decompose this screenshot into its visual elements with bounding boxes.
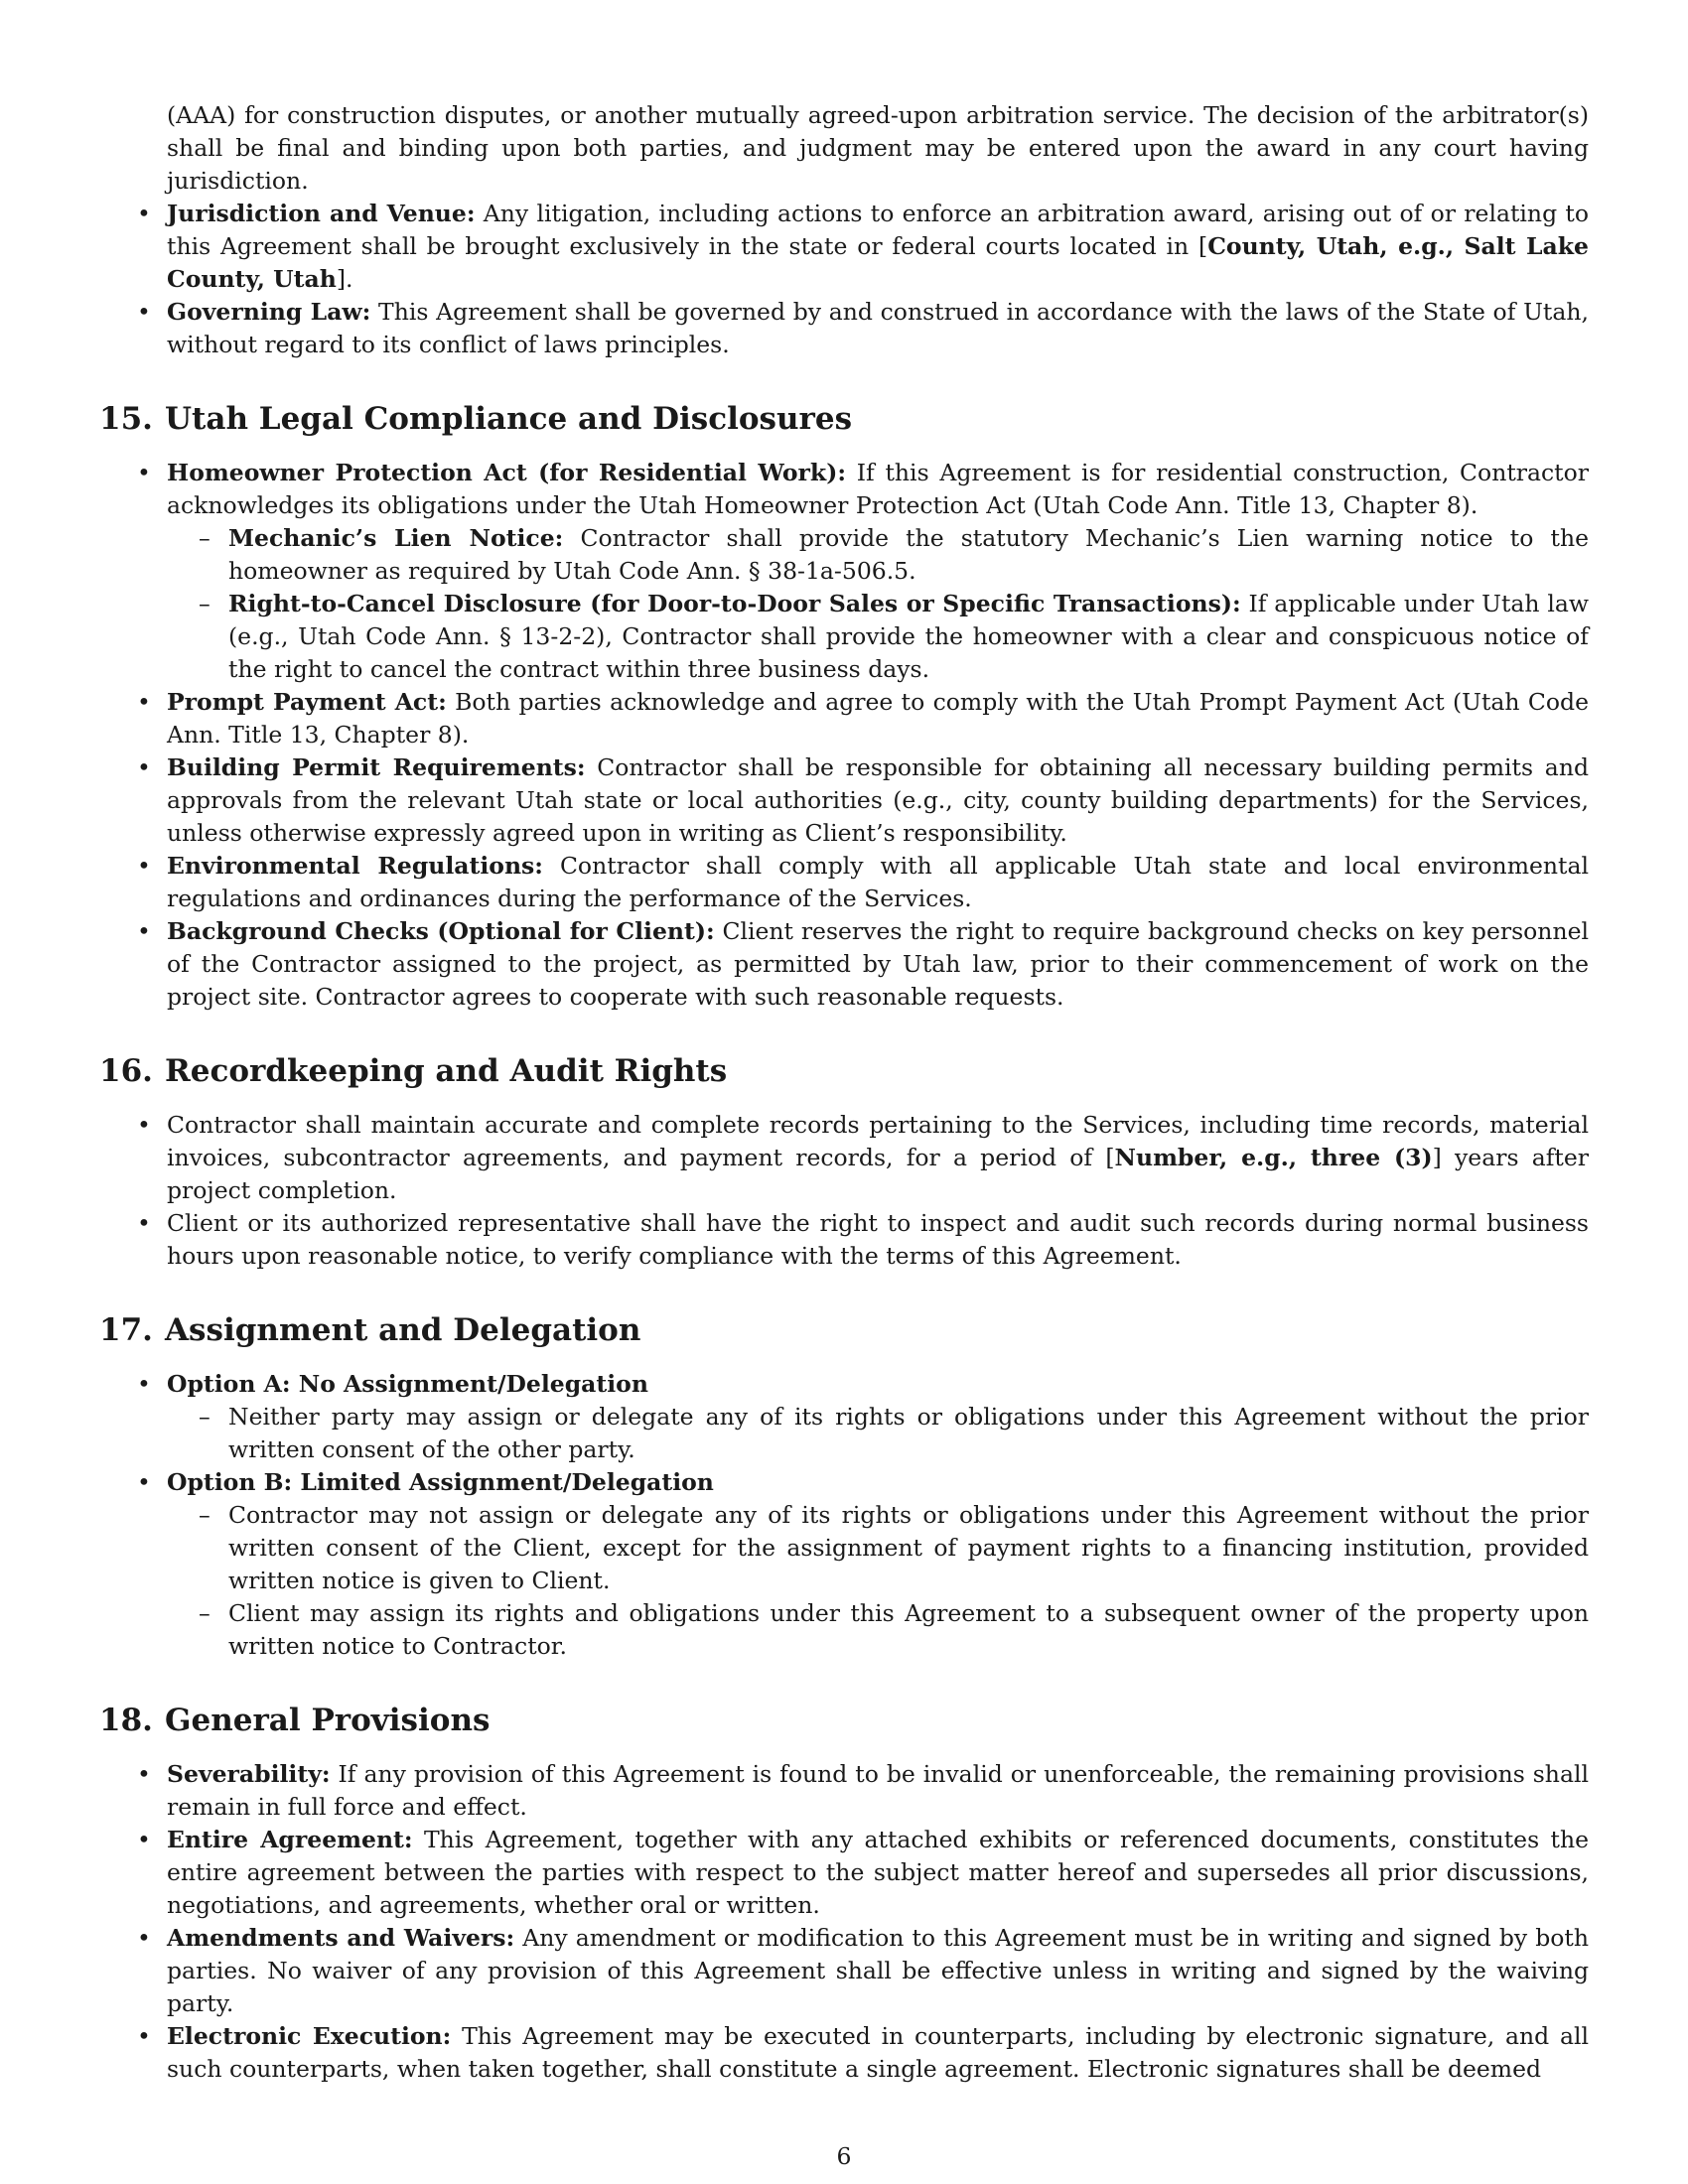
page-number: 6	[836, 2142, 852, 2170]
item-label: Governing Law:	[167, 298, 371, 326]
section-15-list	[99, 457, 1589, 1014]
sub-list-item: – Mechanic’s Lien Notice: Contractor shall provide the statutory Mechanic’s Lien warning notice to the homeowner as required by Utah Code Ann. § 38-1a-506.5.	[228, 522, 1589, 588]
dispute-list	[99, 198, 1589, 361]
list-item: • Background Checks (Optional for Client): Client reserves the right to require background checks on key personnel of the Contractor assigned to the project, as permitted by Utah law, prior to their commencement of work on the project site. Contractor agrees to cooperate with such reasonable requests.	[167, 915, 1589, 1014]
section-18-list	[99, 1758, 1589, 2086]
arbitration-continuation: (AAA) for construction disputes, or another mutually agreed-upon arbitration service. The decision of the arbitrator(s) shall be final and binding upon both parties, and judgment may be entered upon the award in any court having jurisdiction.	[167, 101, 1589, 195]
list-item: • Environmental Regulations: Contractor shall comply with all applicable Utah state and local environmental regulations and ordinances during the performance of the Services.	[167, 850, 1589, 915]
item-label: Jurisdiction and Venue:	[167, 200, 476, 227]
section-heading-17: 17. Assignment and Delegation	[99, 1312, 641, 1348]
list-item: • Prompt Payment Act: Both parties acknowledge and agree to comply with the Utah Prompt Payment Act (Utah Code Ann. Title 13, Chapter 8).	[167, 686, 1589, 751]
section-16-list	[99, 1109, 1589, 1273]
sub-list-item: – Client may assign its rights and obligations under this Agreement to a subsequent owner of the property upon written notice to Contractor.	[228, 1597, 1589, 1663]
list-item: • Option A: No Assignment/Delegation – Neither party may assign or delegate any of its rights or obligations under this Agreement without the prior written consent of the other party.	[167, 1368, 1589, 1466]
list-item: • Electronic Execution: This Agreement may be executed in counterparts, including by electronic signature, and all such counterparts, when taken together, shall constitute a single agreement. Electronic signatures shall be deemed	[167, 2020, 1589, 2086]
sub-list	[167, 1499, 1589, 1663]
section-17-list	[99, 1368, 1589, 1663]
list-item: • Entire Agreement: This Agreement, together with any attached exhibits or referenced documents, constitutes the entire agreement between the parties with respect to the subject matter hereof and supersedes all prior discussions, negotiations, and agreements, whether oral or written.	[167, 1824, 1589, 1922]
list-item: • Contractor shall maintain accurate and complete records pertaining to the Services, including time records, material invoices, subcontractor agreements, and payment records, for a period of [Number, e.g., three (3)] years after project completion.	[167, 1109, 1589, 1207]
sub-list-item: – Right-to-Cancel Disclosure (for Door-to-Door Sales or Specific Transactions): If applicable under Utah law (e.g., Utah Code Ann. § 13-2-2), Contractor shall provide the homeowner with a clear and conspicuous notice of the right to cancel the contract within three business days.	[228, 588, 1589, 686]
list-item: • Amendments and Waivers: Any amendment or modification to this Agreement must be in writing and signed by both parties. No waiver of any provision of this Agreement shall be effective unless in writing and signed by the waiving party.	[167, 1922, 1589, 2020]
list-item: • Homeowner Protection Act (for Residential Work): If this Agreement is for residential construction, Contractor acknowledges its obligations under the Utah Homeowner Protection Act (Utah Code Ann. Title 13, Chapter 8). – Mechanic’s Lien Notice: Contractor shall provide the statutory Mechanic’s Lien warning notice to the homeowner as required by Utah Code Ann. § 38-1a-506.5. – Right-to-Cancel Disclosure (for Door-to-Door Sales or Specific Transactions): If applicable under Utah law (e.g., Utah Code Ann. § 13-2-2), Contractor shall provide the homeowner with a clear and conspicuous notice of the right to cancel the contract within three business days.	[167, 457, 1589, 686]
sub-list-item: – Neither party may assign or delegate any of its rights or obligations under this Agreement without the prior written consent of the other party.	[228, 1401, 1589, 1466]
list-item: • Client or its authorized representative shall have the right to inspect and audit such records during normal business hours upon reasonable notice, to verify compliance with the terms of this Agreement.	[167, 1207, 1589, 1273]
sub-list	[167, 522, 1589, 686]
list-item: • Building Permit Requirements: Contractor shall be responsible for obtaining all necessary building permits and approvals from the relevant Utah state or local authorities (e.g., city, county building departments) for the Services, unless otherwise expressly agreed upon in writing as Client’s responsibility.	[167, 751, 1589, 850]
document-body	[99, 99, 1589, 2086]
section-heading-15: 15. Utah Legal Compliance and Disclosures	[99, 401, 853, 437]
list-item: • Governing Law: This Agreement shall be governed by and construed in accordance with the laws of the State of Utah, without regard to its conflict of laws principles.	[167, 296, 1589, 361]
sub-list	[167, 1401, 1589, 1466]
list-item: • Option B: Limited Assignment/Delegation – Contractor may not assign or delegate any of its rights or obligations under this Agreement without the prior written consent of the Client, except for the assignment of payment rights to a financing institution, provided written notice is given to Client. – Client may assign its rights and obligations under this Agreement to a subsequent owner of the property upon written notice to Contractor.	[167, 1466, 1589, 1663]
list-item: • Severability: If any provision of this Agreement is found to be invalid or unenforceable, the remaining provisions shall remain in full force and effect.	[167, 1758, 1589, 1824]
section-heading-16: 16. Recordkeeping and Audit Rights	[99, 1053, 728, 1089]
list-item: • Jurisdiction and Venue: Any litigation, including actions to enforce an arbitration award, arising out of or relating to this Agreement shall be brought exclusively in the state or federal courts located in [County, Utah, e.g., Salt Lake County, Utah].	[167, 198, 1589, 296]
section-heading-18: 18. General Provisions	[99, 1703, 491, 1738]
sub-list-item: – Contractor may not assign or delegate any of its rights or obligations under this Agreement without the prior written consent of the Client, except for the assignment of payment rights to a financing institution, provided written notice is given to Client.	[228, 1499, 1589, 1597]
